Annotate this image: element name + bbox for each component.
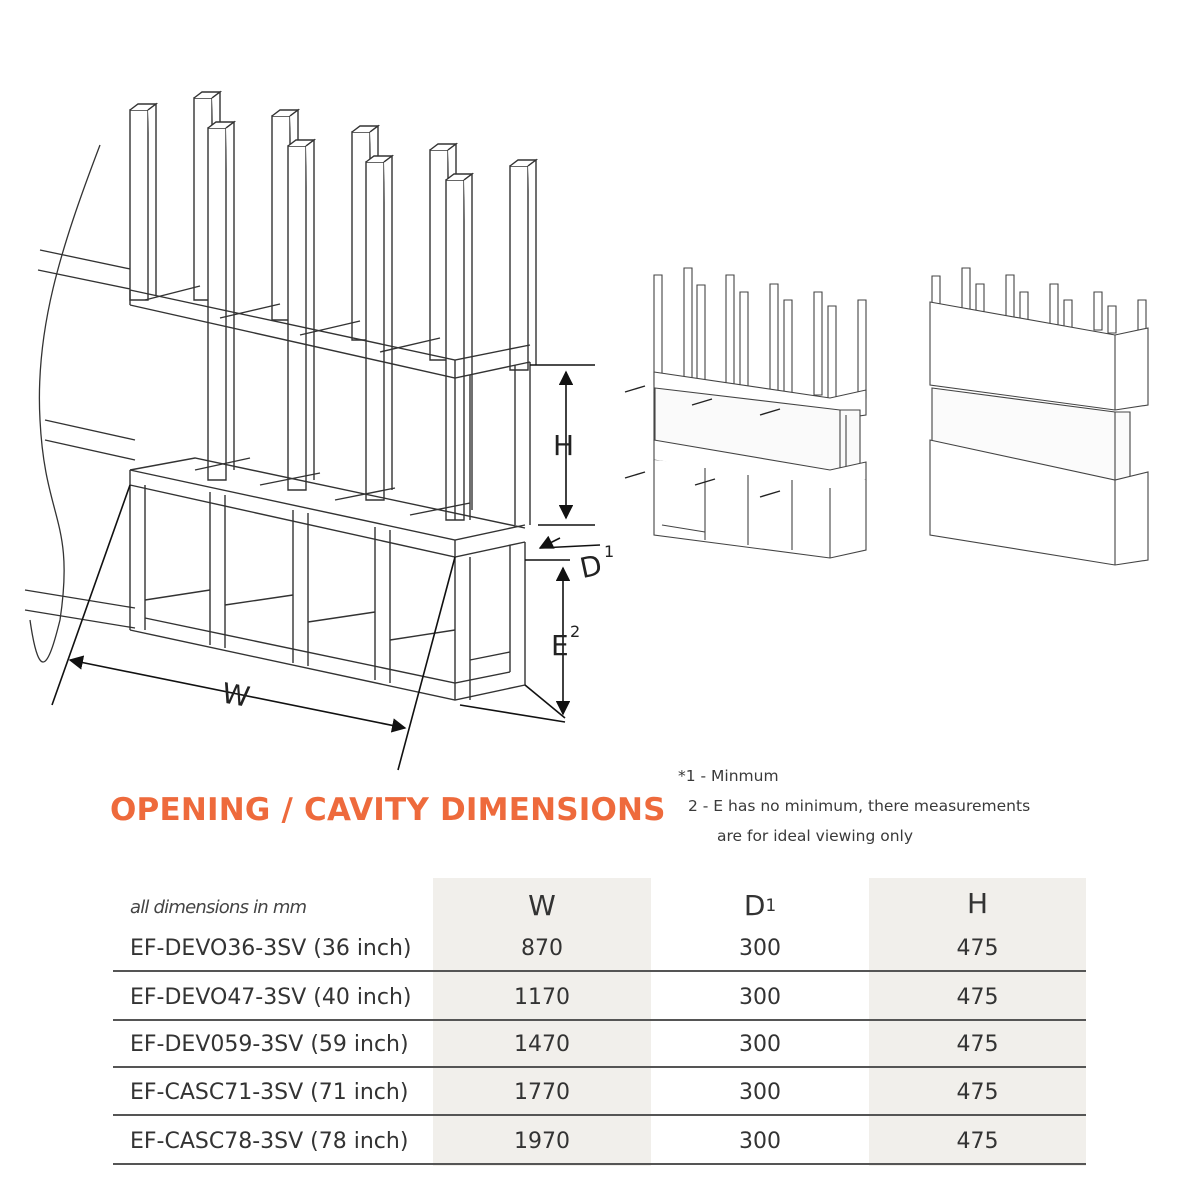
finished-wall-diagram	[930, 268, 1148, 565]
value-w: 1170	[514, 984, 570, 1010]
model-name: EF-CASC78-3SV (78 inch)	[130, 1128, 409, 1154]
frame-studs	[130, 92, 536, 520]
footnote-2-continued: are for ideal viewing only	[717, 827, 914, 845]
footnote-1: *1 - Minmum	[678, 767, 779, 785]
framed-fireplace-diagram	[654, 268, 866, 558]
model-name: EF-CASC71-3SV (71 inch)	[130, 1079, 409, 1105]
row-divider	[113, 970, 1086, 972]
value-h: 475	[956, 1128, 999, 1154]
unit-note: all dimensions in mm	[130, 896, 307, 918]
dimension-e-label: E	[551, 629, 569, 662]
value-d: 300	[739, 1031, 781, 1057]
value-h: 475	[956, 935, 999, 961]
table-header	[113, 878, 1086, 924]
footnote-2: 2 - E has no minimum, there measurements	[688, 797, 1031, 815]
value-d: 300	[739, 984, 781, 1010]
row-divider	[113, 1163, 1086, 1165]
section-title: OPENING / CAVITY DIMENSIONS	[110, 792, 666, 828]
value-w: 1470	[514, 1031, 570, 1057]
dimension-d-label: D	[576, 548, 605, 586]
lower-frame-box	[130, 458, 525, 700]
table-row	[113, 1068, 1086, 1116]
value-w: 1970	[514, 1128, 570, 1154]
row-divider	[113, 1114, 1086, 1116]
dimension-d-superscript: 1	[604, 542, 615, 561]
value-h: 475	[956, 1031, 999, 1057]
value-h: 475	[956, 1079, 999, 1105]
value-d: 300	[739, 1079, 781, 1105]
model-name: EF-DEV059-3SV (59 inch)	[130, 1031, 409, 1057]
dimension-h-label: H	[553, 429, 575, 462]
table-row	[113, 973, 1086, 1021]
dimension-lines	[52, 365, 600, 770]
wall-outline	[25, 145, 135, 662]
model-name: EF-DEVO47-3SV (40 inch)	[130, 984, 412, 1010]
model-name: EF-DEVO36-3SV (36 inch)	[130, 935, 412, 961]
value-d: 300	[739, 1128, 781, 1154]
table-row	[113, 924, 1086, 972]
table-row	[113, 1117, 1086, 1165]
value-d: 300	[739, 935, 781, 961]
table-row	[113, 1020, 1086, 1068]
header-h: H	[966, 886, 989, 920]
value-h: 475	[956, 984, 999, 1010]
header-d: D 1	[743, 888, 777, 922]
footnotes	[678, 761, 1030, 851]
header-w: W	[528, 888, 556, 922]
dimension-w-label: W	[219, 676, 253, 714]
value-w: 870	[521, 935, 563, 961]
dimension-e-superscript: 2	[570, 622, 581, 641]
value-w: 1770	[514, 1079, 570, 1105]
